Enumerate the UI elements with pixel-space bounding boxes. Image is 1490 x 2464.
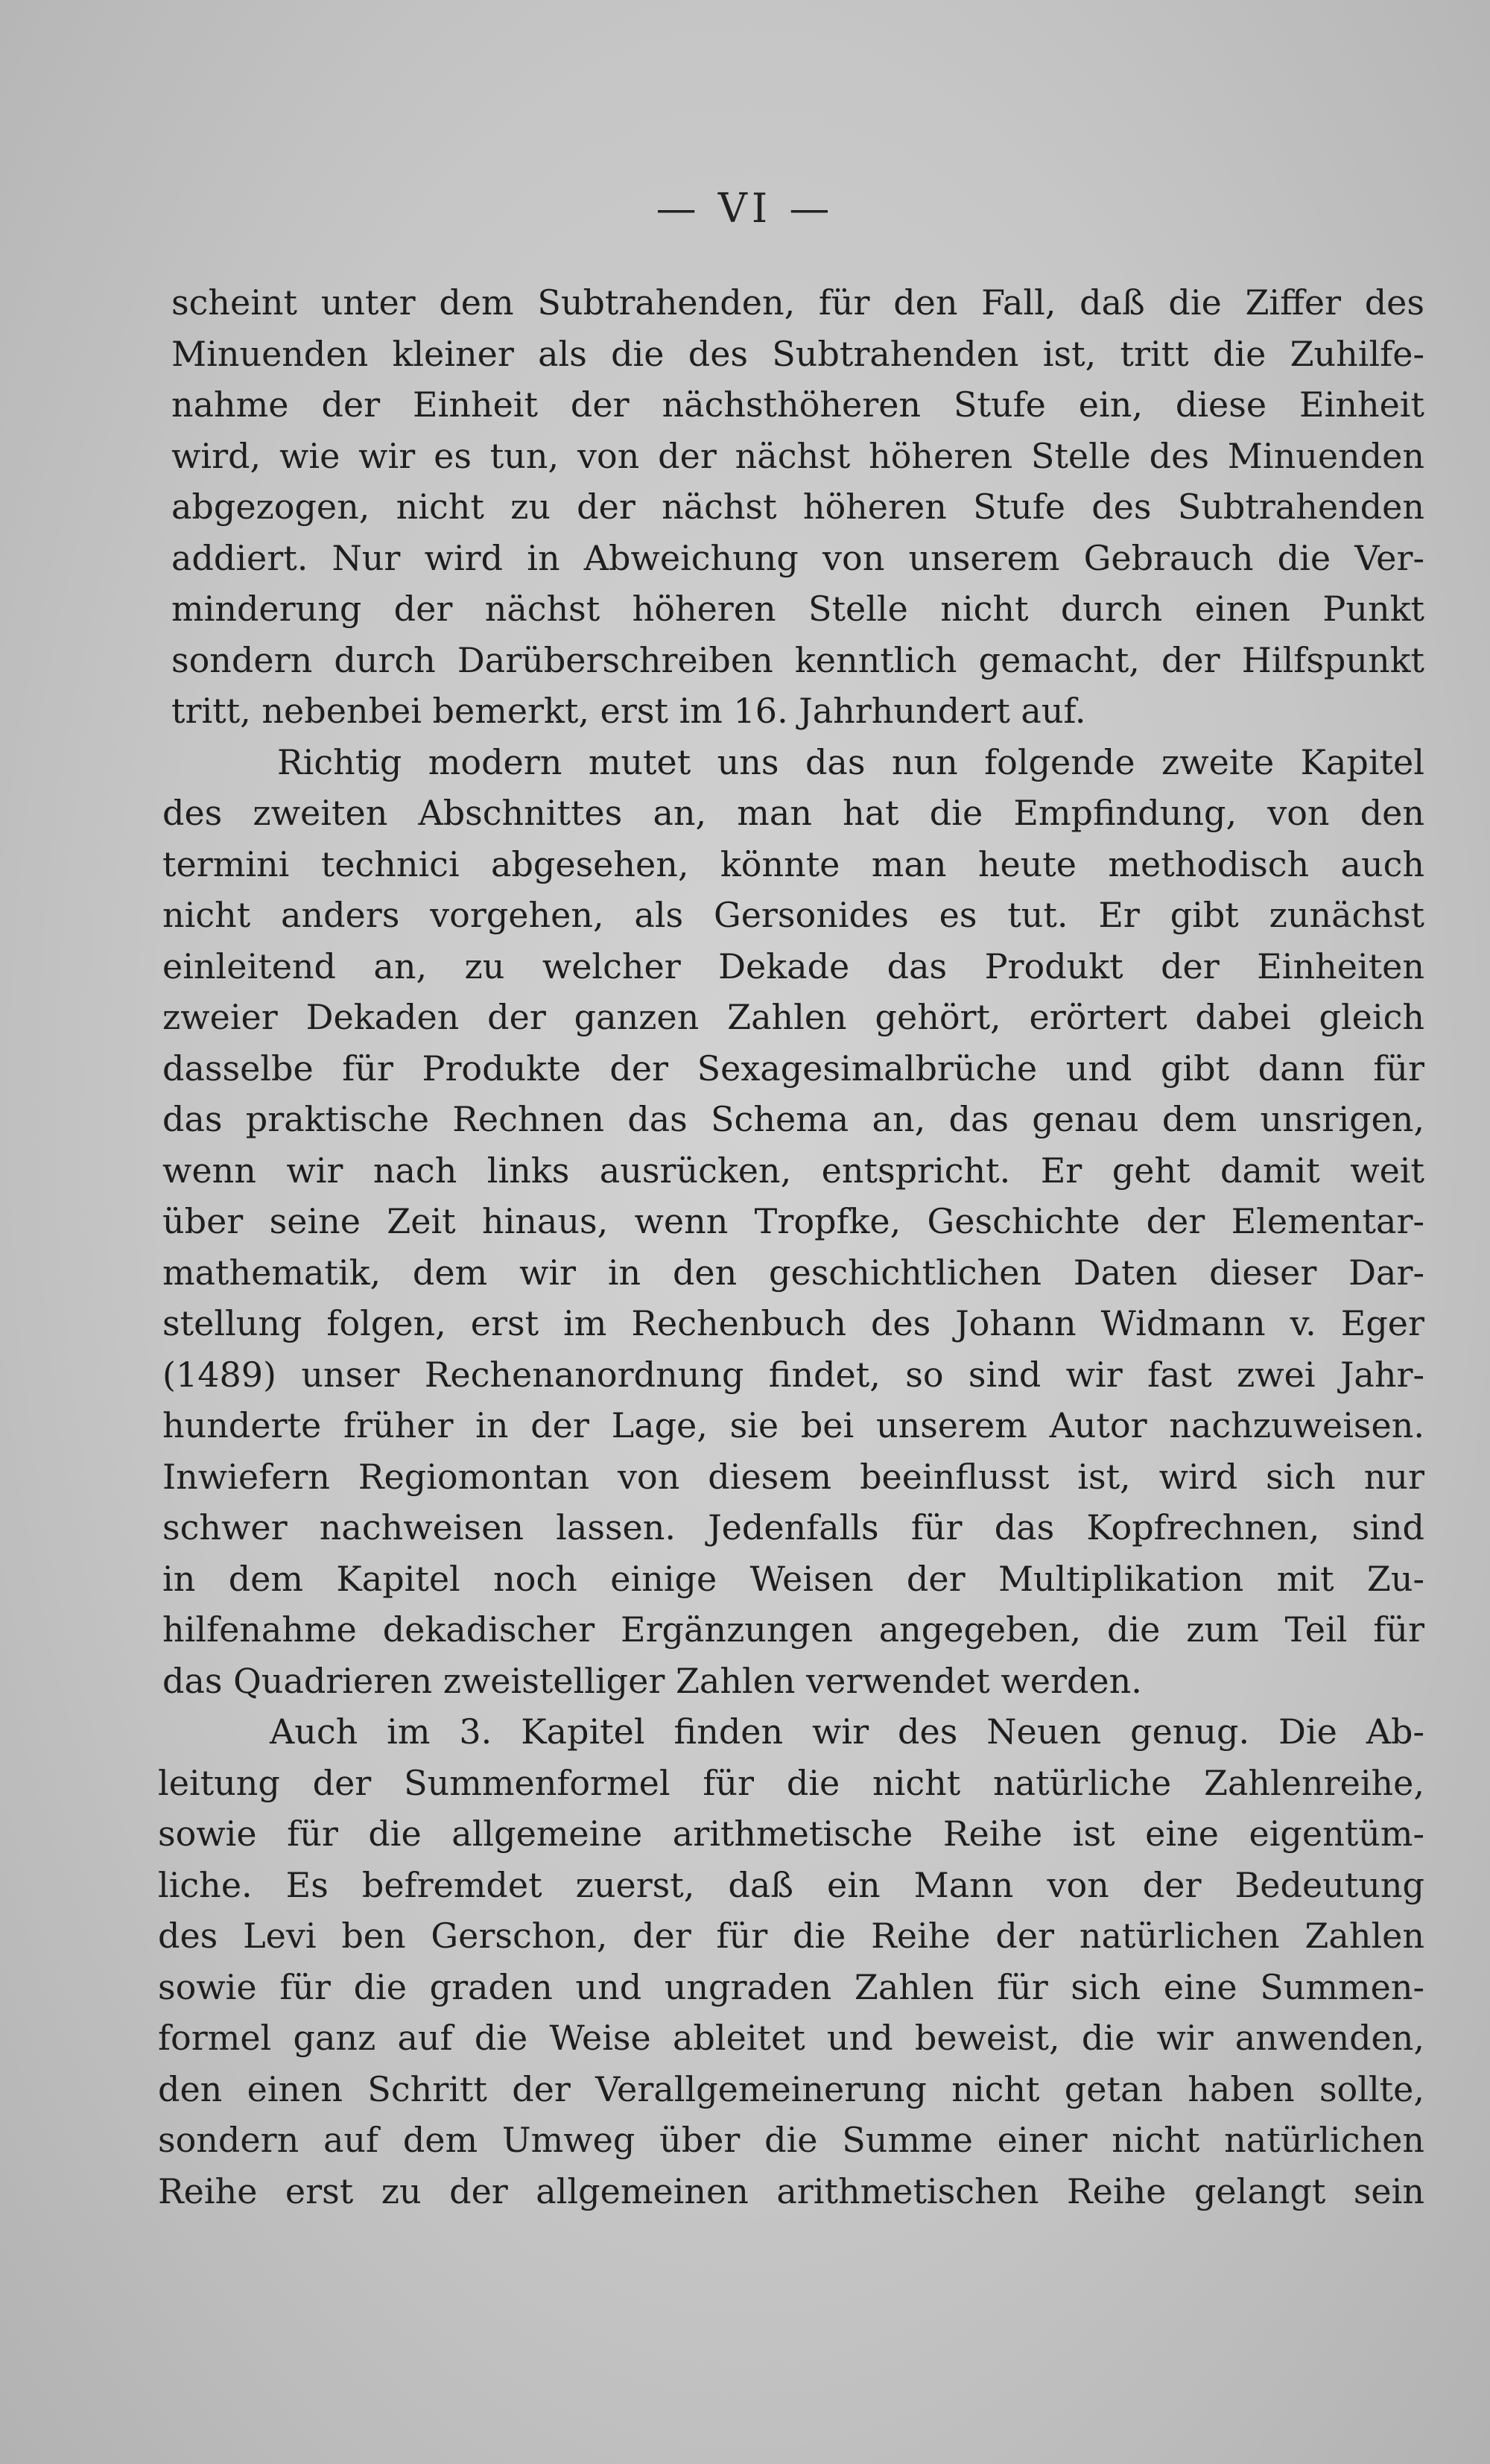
text-line: abgezogen, nicht zu der nächst höheren Stufe des Subtrahenden [171, 487, 1424, 527]
text-line: sowie für die graden und ungraden Zahlen für sich eine Summen- [158, 1966, 1424, 2007]
text-line: des zweiten Abschnittes an, man hat die Empfindung, von den [162, 793, 1424, 833]
text-line: stellung folgen, erst im Rechenbuch des Johann Widmann v. Eger [162, 1303, 1424, 1343]
text-line: hunderte früher in der Lage, sie bei unserem Autor nachzuweisen. [162, 1405, 1424, 1445]
paragraph-2 [158, 737, 1424, 1707]
text-line: in dem Kapitel noch einige Weisen der Multiplikation mit Zu- [162, 1558, 1424, 1599]
text-line: schwer nachweisen lassen. Jedenfalls für das Kopfrechnen, sind [162, 1507, 1424, 1548]
text-line: wird, wie wir es tun, von der nächst höheren Stelle des Minuenden [171, 435, 1424, 476]
paragraph-1 [158, 277, 1424, 737]
text-line: Richtig modern mutet uns das nun folgende zweite Kapitel [277, 741, 1424, 782]
text-line: Reihe erst zu der allgemeinen arithmetischen Reihe gelangt sein [158, 2170, 1424, 2211]
page-number-header: — VI — [656, 185, 834, 232]
text-line: addiert. Nur wird in Abweichung von unserem Gebrauch die Ver- [171, 537, 1424, 578]
text-line: nicht anders vorgehen, als Gersonides es tut. Er gibt zunächst [162, 895, 1424, 935]
text-line: über seine Zeit hinaus, wenn Tropfke, Geschichte der Elementar- [162, 1201, 1424, 1241]
text-line: minderung der nächst höheren Stelle nicht durch einen Punkt [171, 589, 1424, 629]
text-line: zweier Dekaden der ganzen Zahlen gehört, erörtert dabei gleich [162, 997, 1424, 1037]
text-line: das praktische Rechnen das Schema an, das genau dem unsrigen, [162, 1099, 1424, 1139]
text-line: sowie für die allgemeine arithmetische Reihe ist eine eigentüm- [158, 1814, 1424, 1854]
text-line: Auch im 3. Kapitel finden wir des Neuen genug. Die Ab- [270, 1711, 1424, 1752]
paragraph-3 [158, 1706, 1424, 2217]
text-line: dasselbe für Produkte der Sexagesimalbrüche und gibt dann für [162, 1048, 1424, 1089]
text-line: des Levi ben Gerschon, der für die Reihe der natürlichen Zahlen [158, 1916, 1424, 1956]
text-line: das Quadrieren zweistelliger Zahlen verwendet werden. [162, 1660, 1142, 1701]
text-line: tritt, nebenbei bemerkt, erst im 16. Jahrhundert auf. [171, 691, 1086, 731]
text-line: liche. Es befremdet zuerst, daß ein Mann von der Bedeutung [158, 1864, 1424, 1905]
text-line: wenn wir nach links ausrücken, entspricht. Er geht damit weit [162, 1150, 1424, 1191]
text-line: einleitend an, zu welcher Dekade das Produkt der Einheiten [162, 946, 1424, 986]
text-line: nahme der Einheit der nächsthöheren Stufe ein, diese Einheit [171, 384, 1424, 425]
text-line: mathematik, dem wir in den geschichtlichen Daten dieser Dar- [162, 1252, 1424, 1293]
text-line: scheint unter dem Subtrahenden, für den Fall, daß die Ziffer des [171, 282, 1424, 323]
text-line: Minuenden kleiner als die des Subtrahenden ist, tritt die Zuhilfe- [171, 333, 1424, 374]
text-line: sondern auf dem Umweg über die Summe einer nicht natürlichen [158, 2120, 1424, 2160]
text-line: leitung der Summenformel für die nicht natürliche Zahlenreihe, [158, 1762, 1424, 1803]
text-line: formel ganz auf die Weise ableitet und beweist, die wir anwenden, [158, 2018, 1424, 2058]
text-line: Inwiefern Regiomontan von diesem beeinflusst ist, wird sich nur [162, 1456, 1424, 1497]
text-line: hilfenahme dekadischer Ergänzungen angegeben, die zum Teil für [162, 1609, 1424, 1650]
body-text [158, 277, 1424, 2217]
text-line: sondern durch Darüberschreiben kenntlich gemacht, der Hilfspunkt [171, 639, 1424, 680]
text-line: den einen Schritt der Verallgemeinerung nicht getan haben sollte, [158, 2068, 1424, 2109]
text-line: (1489) unser Rechenanordnung findet, so sind wir fast zwei Jahr- [162, 1354, 1424, 1395]
text-line: termini technici abgesehen, könnte man heute methodisch auch [162, 843, 1424, 884]
